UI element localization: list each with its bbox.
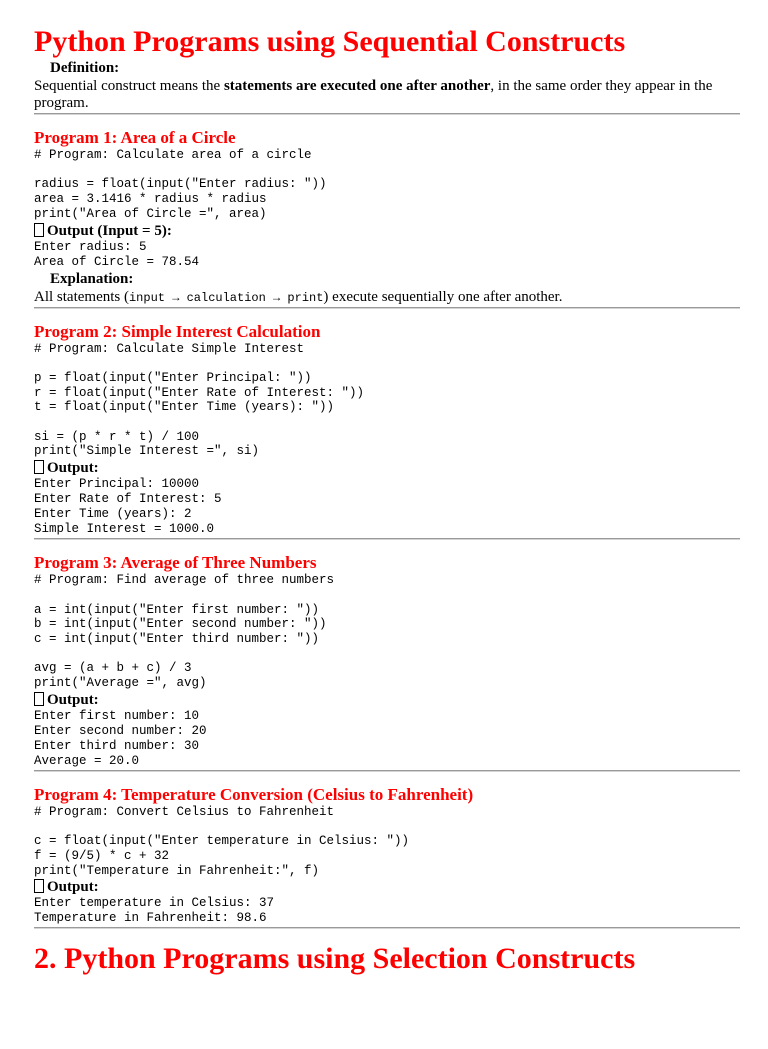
output-block: Enter first number: 10 Enter second number: 20 Enter third number: 30 Average = 20.0: [34, 708, 207, 768]
placeholder-box-icon: [34, 879, 44, 893]
definition-paragraph: [34, 78, 740, 112]
program-heading: Program 1: Area of a Circle: [34, 128, 236, 147]
output-label-text: Output (Input = 5):: [47, 222, 172, 239]
output-label: [34, 459, 740, 477]
output-label: [34, 691, 740, 709]
program-section-2: [34, 322, 740, 538]
output-label-text: Output:: [47, 879, 99, 896]
section-divider: [34, 307, 740, 309]
definition-label: Definition:: [50, 60, 120, 76]
program-heading: Program 3: Average of Three Numbers: [34, 553, 317, 573]
code-block: # Program: Find average of three numbers a = int(input("Enter first number: ")) b = int(input("Enter second number: ")) c = int(input("Enter third number: ")) avg = (a + b + c) / 3 print("Average =", avg): [34, 573, 335, 691]
explanation-paragraph: [34, 289, 740, 306]
code-block: # Program: Calculate area of a circle radius = float(input("Enter radius: ")) area = 3.1416 * radius * radius print("Area of Circle =", area): [34, 148, 327, 221]
section-divider: [34, 113, 740, 115]
page-title: Python Programs using Sequential Constructs: [34, 25, 626, 58]
output-label-text: Output:: [47, 460, 99, 477]
definition-text-end: , in the same order they appear in the program.: [34, 78, 713, 111]
section-divider: [34, 770, 740, 772]
section-divider: [34, 927, 740, 929]
document-page: [34, 25, 740, 976]
placeholder-box-icon: [34, 223, 44, 237]
placeholder-box-icon: [34, 692, 44, 706]
explanation-label: Explanation:: [50, 270, 134, 287]
output-label: [34, 878, 740, 896]
section-divider: [34, 538, 740, 540]
program-section-1: [34, 128, 740, 306]
code-block: # Program: Convert Celsius to Fahrenheit c = float(input("Enter temperature in Celsius: ")) f = (9/5) * c + 32 print("Temperature in Fahrenheit:", f): [34, 804, 410, 878]
output-block: Enter temperature in Celsius: 37 Temperature in Fahrenheit: 98.6: [34, 896, 275, 926]
inline-code: input → calculation → print: [128, 290, 324, 305]
code-block: # Program: Calculate Simple Interest p = float(input("Enter Principal: ")) r = float(input("Enter Rate of Interest: ")) t = float(input("Enter Time (years): ")) si = (p * r * t) / 100 print("Simple Interest =", si): [34, 341, 365, 459]
program-section-4: [34, 785, 740, 927]
explanation-text-end: ) execute sequentially one after another.: [323, 288, 563, 305]
definition-text-start: Sequential construct means the: [34, 78, 224, 94]
program-heading: Program 2: Simple Interest Calculation: [34, 321, 321, 341]
definition-emphasis: statements are executed one after another: [223, 78, 491, 94]
output-block: Enter radius: 5 Area of Circle = 78.54: [34, 239, 200, 269]
explanation-text-start: All statements (: [34, 288, 129, 305]
next-section-title: 2. Python Programs using Selection Constructs: [34, 942, 636, 976]
output-block: Enter Principal: 10000 Enter Rate of Interest: 5 Enter Time (years): 2 Simple Interest = 1000.0: [34, 477, 222, 537]
placeholder-box-icon: [34, 460, 44, 474]
output-label: [34, 222, 740, 240]
program-section-3: [34, 553, 740, 769]
program-heading: Program 4: Temperature Conversion (Celsius to Fahrenheit): [34, 784, 474, 804]
output-label-text: Output:: [47, 691, 99, 708]
